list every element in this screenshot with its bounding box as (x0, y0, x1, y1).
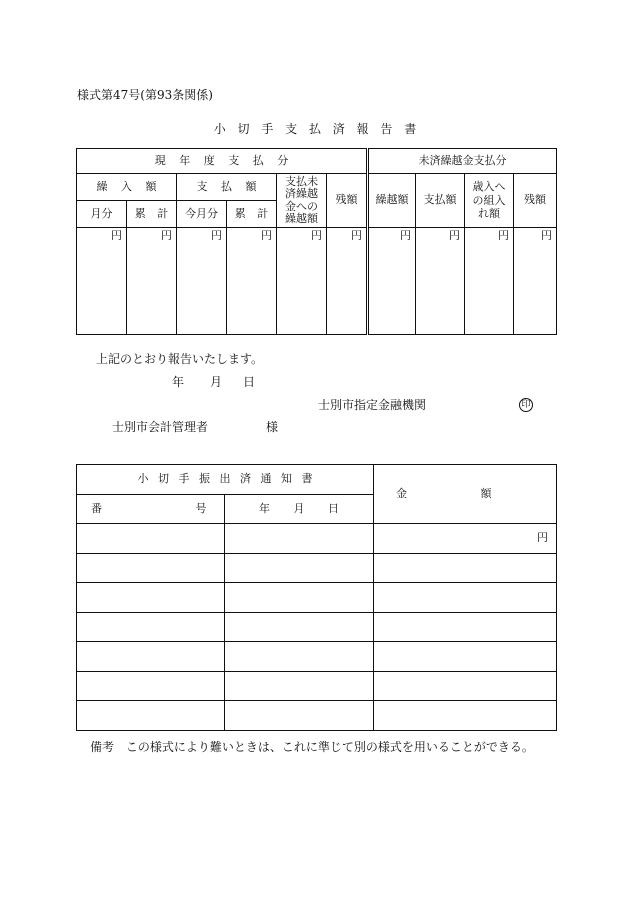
amount-cell (374, 583, 557, 613)
number-header: 番 号 (77, 495, 225, 524)
number-cell (77, 613, 225, 642)
cumulative-label: 累 計 (127, 201, 177, 228)
number-cell (77, 642, 225, 672)
honorific: 様 (266, 420, 279, 434)
number-cell (77, 524, 225, 554)
number-cell (77, 583, 225, 613)
month-label: 月分 (77, 201, 127, 228)
received-header: 繰 入 額 (77, 174, 177, 201)
yen-cell: 円 (465, 228, 514, 335)
amount-cell (374, 701, 557, 731)
carry-balance-header: 残額 (514, 174, 557, 228)
amount-cell: 円 (374, 524, 557, 554)
statement: 上記のとおり報告いたします。 (96, 352, 264, 366)
date-day: 日 (243, 375, 256, 389)
date-cell (225, 554, 374, 583)
balance-header: 残額 (327, 174, 368, 228)
amount-header (374, 465, 557, 524)
recipient: 士別市会計管理者 (112, 420, 209, 434)
yen-cell: 円 (127, 228, 177, 335)
notice-title: 小 切 手 振 出 済 通 知 書 (77, 465, 374, 495)
date-cell (225, 613, 374, 642)
date-cell (225, 583, 374, 613)
paid-header: 支 払 額 (177, 174, 277, 201)
amount-cell (374, 554, 557, 583)
number-cell (77, 672, 225, 701)
date-cell (225, 524, 374, 554)
date-cell (225, 672, 374, 701)
carried-header: 繰越額 (368, 174, 416, 228)
remarks: 備考 この様式により難いときは、これに準じて別の様式を用いることができる。 (90, 740, 534, 754)
carryover-header: 未済繰越金支払分 (368, 149, 557, 174)
seal-mark: 印 (519, 398, 533, 412)
current-year-header: 現 年 度 支 払 分 (77, 149, 368, 174)
date-month: 月 (210, 375, 223, 389)
amount-header-text: 金 額 (396, 486, 492, 500)
cumulative-label-2: 累 計 (227, 201, 277, 228)
revenue-transfer-header: 歳入への組入れ額 (465, 174, 514, 228)
yen-cell: 円 (514, 228, 557, 335)
date-cell (225, 642, 374, 672)
date-header: 年 月 日 (225, 495, 374, 524)
yen-cell: 円 (368, 228, 416, 335)
yen-cell: 円 (277, 228, 327, 335)
number-cell (77, 554, 225, 583)
yen-cell: 円 (416, 228, 465, 335)
yen-cell: 円 (227, 228, 277, 335)
yen-cell: 円 (177, 228, 227, 335)
amount-cell (374, 672, 557, 701)
carry-paid-header: 支払額 (416, 174, 465, 228)
amount-cell (374, 642, 557, 672)
this-month-label: 今月分 (177, 201, 227, 228)
unpaid-transfer-header: 支払未済繰越金への繰越額 (277, 174, 327, 228)
report-table (76, 148, 557, 335)
bank-name: 士別市指定金融機関 (318, 398, 427, 412)
yen-cell: 円 (327, 228, 368, 335)
report-title-text: 小 切 手 支 払 済 報 告 書 (213, 122, 417, 136)
form-number: 様式第47号(第93条関係) (77, 88, 213, 102)
report-title (0, 122, 630, 136)
number-cell (77, 701, 225, 731)
yen-cell: 円 (77, 228, 127, 335)
date-year: 年 (172, 375, 185, 389)
notice-table (76, 464, 557, 731)
amount-cell (374, 613, 557, 642)
date-cell (225, 701, 374, 731)
